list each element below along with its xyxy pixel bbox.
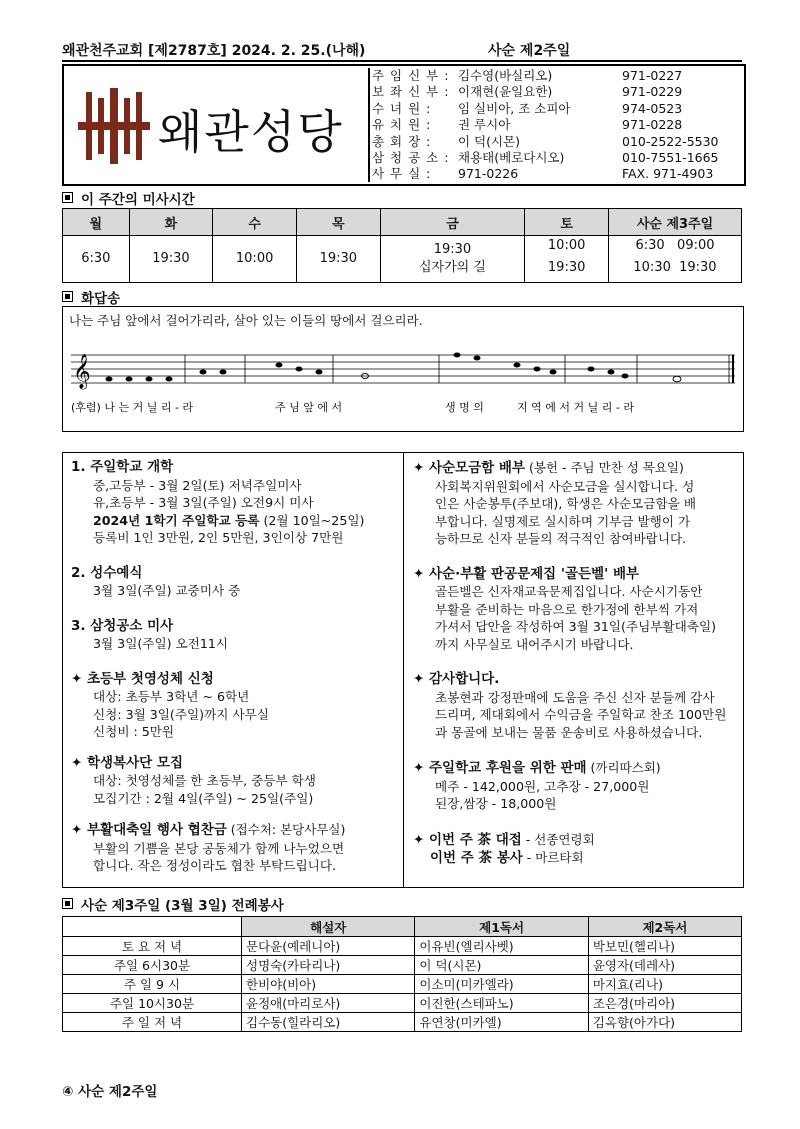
parish-logo	[66, 68, 370, 182]
parish-issue: 왜관천주교회 [제2787호] 2024. 2. 25.(나해)	[62, 43, 366, 59]
staff-row: 보 좌 신 부 : 이재현(윤일요한) 971-0229	[372, 84, 683, 100]
mass-time: 10:00 19:30	[525, 236, 609, 283]
notice-title: ✦ 사순·부활 판공문제집 '골든벨' 배부	[413, 565, 640, 582]
staff-row: 삼 청 공 소 : 채용태(베로다시오) 010-7551-1665	[372, 149, 719, 165]
liturgy-section-title: 사순 제3주일 (3월 3일) 전례봉사	[62, 894, 284, 914]
music-staff	[65, 335, 741, 415]
psalm-verse: 나는 주님 앞에서 걸어가리라, 살아 있는 이들의 땅에서 걸으리라.	[69, 313, 423, 328]
mass-times-row	[63, 236, 742, 283]
svg-text:지 역 에 서 거 닐 리 - 라: 지 역 에 서 거 닐 리 - 라	[517, 401, 634, 414]
notices-box	[62, 452, 744, 888]
bulletin-header	[62, 40, 742, 62]
staff-row: 유 치 원 : 권 루시아 971-0228	[372, 117, 683, 133]
svg-text:주 님 앞 에 서: 주 님 앞 에 서	[275, 401, 343, 414]
table-row: 주일 6시30분 성명숙(카타리나) 이 덕(시몬) 윤영자(데레사)	[63, 956, 742, 975]
song-section-title: 화답송	[62, 287, 120, 307]
mass-time: 19:30	[296, 236, 380, 283]
notice-title: ✦ 사순모금함 배부 (봉헌 - 주님 만찬 성 목요일)	[413, 460, 684, 476]
mass-days-row	[63, 209, 742, 236]
day-header: 수	[213, 209, 297, 236]
parish-info-box	[62, 64, 746, 186]
bullet-square-icon	[62, 192, 73, 203]
notice-title: ✦ 주일학교 후원을 위한 판매 (까리따스회)	[413, 760, 661, 776]
mass-time: 6:30	[63, 236, 130, 283]
svg-text:(후렴) 나 는 거 닐 리 - 라: (후렴) 나 는 거 닐 리 - 라	[71, 401, 194, 414]
table-row: 주 일 9 시 한비야(비아) 이소미(미카엘라) 마지효(리나)	[63, 975, 742, 994]
mass-time: 10:00	[213, 236, 297, 283]
day-header: 목	[296, 209, 380, 236]
column-header: 해설자	[242, 917, 415, 937]
table-row: 토 요 저 녁 문다윤(예레니아) 이유빈(엘리사벳) 박보민(헬리나)	[63, 937, 742, 956]
logo-text: 왜관성당	[158, 105, 344, 159]
notices-left: 1. 주일학교 개학 중,고등부 - 3월 2일(토) 저녁주일미사 유,초등부 - 3월 3일(주일) 오전9시 미사 2024년 1학기 주일학교 등록 (2월 10일~25일) 등록비 1인 3만원, 2인 5만원, 3인이상 7만원 2. 성수예식 3월 3일(주일) 교중미사 중 3. 삼청공소 미사 3월 3일(주일) 오전11시 ✦ 초등부 첫영성체 신청 대상: 초등부 3학년 ~ 6학년 신청: 3월 3일(주일)까지 사무실 신청비 : 5만원 ✦ 학생복사단 모집 대상: 첫영성체를 한 초등부, 중등부 학생 모집기간 : 2월 4일(주일) ~ 25일(주일) ✦ 부활대축일 행사 협찬금 (접수처: 본당사무실) 부활의 기쁨을 본당 공동체가 함께 나누었으면 합니다. 작은 정성이라도 협찬 부탁드립니다.	[71, 459, 396, 875]
notice-title: 이번 주 茶 봉사 - 마르타회	[430, 850, 584, 866]
column-header: 제1독서	[415, 917, 588, 937]
mass-time: 6:30 09:00 10:30 19:30	[609, 236, 742, 283]
mass-time: 19:30 십자가의 길	[380, 236, 525, 283]
liturgy-table	[62, 916, 742, 1032]
day-header: 금	[380, 209, 525, 236]
svg-text:생 명 의: 생 명 의	[445, 401, 484, 414]
treble-clef-icon: 𝄞	[73, 354, 91, 389]
bullet-square-icon	[62, 898, 73, 909]
notice-title: ✦ 초등부 첫영성체 신청	[71, 670, 214, 687]
notice-title: ✦ 이번 주 茶 대접 - 선종연령회	[413, 831, 595, 848]
liturgy-header-row	[63, 917, 742, 937]
bullet-square-icon	[62, 291, 73, 302]
mass-time: 19:30	[129, 236, 213, 283]
staff-directory	[372, 68, 742, 183]
notice-title: ✦ 부활대축일 행사 협찬금 (접수처: 본당사무실)	[71, 822, 346, 838]
mass-times-table	[62, 208, 742, 283]
notices-right: ✦ 사순모금함 배부 (봉헌 - 주님 만찬 성 목요일) 사회복지위원회에서 사순모금을 실시합니다. 성 인은 사순봉투(주보대), 학생은 사순모금함을 배 부합니다. 실명제로 실시하며 기부금 발행이 가 능하므로 신자 분들의 적극적인 참여바랍니다. ✦ 사순·부활 판공문제집 '골든벨' 배부 골든벨은 신자재교육문제집입니다. 사순시기동안 부활을 준비하는 마음으로 한가정에 한부씩 가져 가셔서 답안을 작성하여 3월 31일(주님부활대축일) 까지 사무실로 내어주시기 바랍니다. ✦ 감사합니다. 초봉현과 강정판매에 도움을 주신 신자 분들께 감사 드리며, 제대회에서 수익금을 주일학교 찬조 100만원 과 몽골에 보내는 물품 운송비로 사용하셨습니다. ✦ 주일학교 후원을 위한 판매 (까리따스회) 메주 - 142,000원, 고추장 - 27,000원 된장,쌈장 - 18,000원 ✦ 이번 주 茶 대접 - 선종연령회 이번 주 茶 봉사 - 마르타회	[413, 459, 738, 868]
staff-row: 사 무 실 : 971-0226 FAX. 971-4903	[372, 166, 714, 182]
notice-title: 1. 주일학교 개학	[71, 459, 174, 475]
table-row: 주 일 저 녁 김수동(힐라리오) 유연창(미카엘) 김옥향(아가다)	[63, 1013, 742, 1032]
notice-title: 3. 삼청공소 미사	[71, 617, 174, 634]
notice-title: ✦ 감사합니다.	[413, 671, 500, 687]
notice-title: ✦ 학생복사단 모집	[71, 754, 183, 771]
staff-row: 수 녀 원 : 임 실비아, 조 소피아 974-0523	[372, 100, 683, 116]
staff-row: 총 회 장 : 이 덕(시몬) 010-2522-5530	[372, 133, 719, 149]
liturgical-sunday: 사순 제2주일	[488, 43, 571, 59]
table-row: 주일 10시30분 윤정애(마리로사) 이진한(스테파노) 조은경(마리아)	[63, 994, 742, 1013]
page-footer: ④ 사순 제2주일	[62, 1084, 158, 1100]
column-divider	[403, 453, 404, 887]
notice-title: 2. 성수예식	[71, 564, 143, 581]
column-header: 제2독서	[588, 917, 741, 937]
day-header: 사순 제3주일	[609, 209, 742, 236]
day-header: 월	[63, 209, 130, 236]
day-header: 화	[129, 209, 213, 236]
mass-section-title: 이 주간의 미사시간	[62, 188, 195, 208]
staff-row: 주 임 신 부 : 김수영(바실리오) 971-0227	[372, 68, 683, 83]
day-header: 토	[525, 209, 609, 236]
candle-hands-icon	[72, 88, 156, 168]
responsorial-psalm-box	[62, 306, 744, 432]
